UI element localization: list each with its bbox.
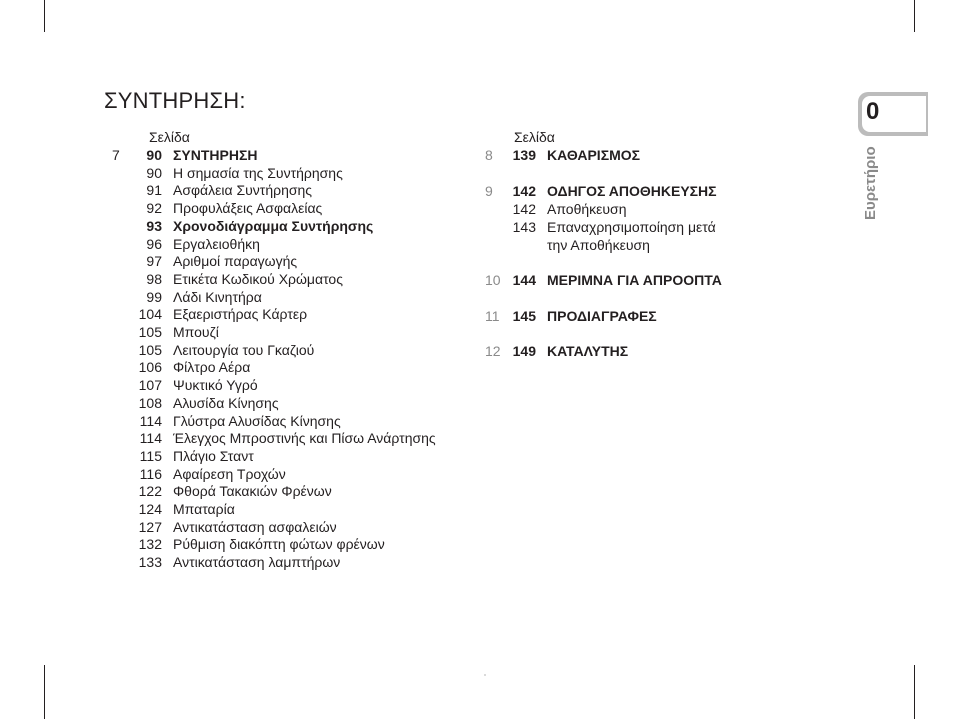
toc-entry-title: Χρονοδιάγραμμα Συντήρησης — [173, 217, 374, 234]
left-page-column-header: Σελίδα — [149, 129, 190, 145]
toc-entry-title: ΠΡΟΔΙΑΓΡΑΦΕΣ — [547, 308, 657, 324]
toc-page-number: 108 — [138, 394, 162, 411]
toc-entry-title: Αποθήκευση — [547, 201, 627, 217]
toc-page-number: 106 — [138, 359, 162, 376]
page-title: ΣΥΝΤΗΡΗΣΗ: — [104, 88, 246, 113]
toc-page-number: 124 — [138, 501, 162, 517]
toc-entry-title: Ασφάλεια Συντήρησης — [173, 182, 313, 199]
toc-entry-title: Αντικατάσταση ασφαλειών — [173, 518, 337, 535]
toc-entry-title: Εργαλειοθήκη — [173, 235, 260, 252]
toc-entry-title: Ρύθμιση διακόπτη φώτων φρένων — [173, 536, 385, 553]
toc-entry — [0, 200, 900, 218]
toc-entry-title: ΣΥΝΤΗΡΗΣΗ — [173, 147, 258, 163]
toc-entry-title: Αλυσίδα Κίνησης — [173, 394, 279, 411]
toc-entry — [0, 447, 900, 465]
crop-mark-top-left — [44, 0, 45, 32]
toc-entry — [0, 252, 900, 270]
toc-entry — [0, 553, 900, 571]
toc-entry — [0, 323, 900, 341]
print-dot — [484, 674, 486, 676]
toc-entry-title: Εξαεριστήρας Κάρτερ — [173, 306, 308, 323]
toc-entry-title: Επαναχρησιμοποίηση μετά — [547, 219, 716, 235]
toc-page-number: 133 — [138, 554, 162, 571]
toc-page-number: 114 — [139, 430, 162, 447]
toc-entry — [0, 218, 900, 236]
toc-page-number: 90 — [146, 147, 162, 163]
toc-entry-title: Μπουζί — [173, 324, 219, 340]
toc-entry-title: Λάδι Κινητήρα — [173, 288, 262, 305]
toc-entry-title: Ετικέτα Κωδικού Χρώματος — [173, 270, 343, 287]
toc-entry — [0, 182, 900, 200]
toc-chapter-number: 12 — [485, 343, 501, 359]
toc-page-number: 142 — [512, 183, 536, 199]
toc-page-number: 142 — [512, 201, 536, 217]
toc-page-number: 93 — [146, 217, 162, 234]
chapter-tab-number: 0 — [866, 98, 880, 125]
toc-entry-title: ΚΑΤΑΛΥΤΗΣ — [547, 343, 629, 359]
toc-entry — [0, 146, 900, 164]
toc-entry — [0, 482, 900, 500]
toc-chapter-number: 8 — [485, 147, 493, 163]
toc-entry — [0, 164, 900, 182]
index-side-label: Ευρετήριο — [862, 146, 879, 220]
toc-page-number: 90 — [146, 164, 162, 181]
toc-page-number: 107 — [138, 377, 162, 394]
toc-entry-title: ΚΑΘΑΡΙΣΜΟΣ — [547, 147, 641, 163]
crop-mark-bottom-left — [44, 665, 45, 719]
toc-chapter-number: 7 — [112, 147, 120, 163]
toc-page-number: 114 — [139, 412, 162, 429]
toc-entry — [0, 535, 900, 553]
toc-entry — [0, 465, 900, 483]
toc-entry-title: Γλύστρα Αλυσίδας Κίνησης — [173, 412, 341, 429]
toc-page-number: 96 — [146, 235, 162, 252]
toc-page-number: 144 — [512, 272, 536, 288]
toc-entry-title: Αριθμοί παραγωγής — [173, 253, 298, 270]
toc-entry — [0, 412, 900, 430]
toc-entry-title: ΜΕΡΙΜΝΑ ΓΙΑ ΑΠΡΟΟΠΤΑ — [547, 272, 722, 288]
toc-entry-title: Έλεγχος Μπροστινής και Πίσω Ανάρτησης — [173, 430, 436, 447]
toc-entry — [0, 271, 900, 289]
toc-entry — [0, 429, 900, 447]
toc-page-number: 122 — [138, 483, 162, 500]
toc-page-number: 127 — [138, 518, 162, 535]
toc-page-number: 92 — [146, 200, 162, 217]
crop-mark-bottom-right — [914, 665, 915, 719]
toc-page-number: 116 — [139, 465, 162, 482]
toc-page-number: 105 — [138, 341, 162, 358]
toc-entry-title: ΟΔΗΓΟΣ ΑΠΟΘΗΚΕΥΣΗΣ — [547, 183, 717, 199]
toc-entry-title: Προφυλάξεις Ασφαλείας — [173, 200, 323, 217]
toc-entry — [0, 500, 900, 518]
toc-page-number: 139 — [512, 147, 536, 163]
toc-page-number: 104 — [138, 306, 162, 323]
toc-page-number: 91 — [146, 182, 162, 199]
toc-entry — [0, 518, 900, 536]
toc-entry — [0, 288, 900, 306]
toc-entry-title: Η σημασία της Συντήρησης — [173, 164, 343, 181]
toc-entry-title: Φθορά Τακακιών Φρένων — [173, 483, 332, 500]
toc-chapter-number: 11 — [485, 308, 500, 324]
toc-chapter-number: 9 — [485, 183, 493, 199]
toc-page-number: 143 — [512, 219, 536, 235]
toc-entry — [0, 236, 900, 254]
toc-page-number: 99 — [146, 288, 162, 305]
toc-page-number: 145 — [512, 308, 536, 324]
toc-entry — [0, 358, 900, 376]
toc-entry — [0, 394, 900, 412]
toc-entry-title: Αφαίρεση Τροχών — [173, 465, 286, 482]
toc-entry — [0, 376, 900, 394]
toc-entry — [0, 307, 900, 325]
toc-page-number: 115 — [139, 447, 162, 464]
crop-mark-top-right — [914, 0, 915, 32]
toc-chapter-number: 10 — [485, 272, 501, 288]
toc-entry-title: Αντικατάσταση λαμπτήρων — [173, 554, 341, 571]
toc-entry-title: Φίλτρο Αέρα — [173, 359, 251, 376]
toc-entry-title: την Αποθήκευση — [547, 237, 650, 253]
toc-page-number: 149 — [512, 343, 536, 359]
toc-entry-title: Πλάγιο Σταντ — [173, 447, 254, 464]
right-page-column-header: Σελίδα — [514, 129, 555, 145]
toc-entry-title: Λειτουργία του Γκαζιού — [173, 341, 315, 358]
toc-entry-title: Μπαταρία — [173, 501, 235, 517]
toc-page-number: 105 — [138, 324, 162, 340]
toc-page-number: 98 — [146, 270, 162, 287]
toc-entry-title: Ψυκτικό Υγρό — [173, 377, 258, 394]
toc-page-number: 132 — [138, 536, 162, 553]
toc-entry — [0, 342, 900, 360]
toc-page-number: 97 — [146, 253, 162, 270]
